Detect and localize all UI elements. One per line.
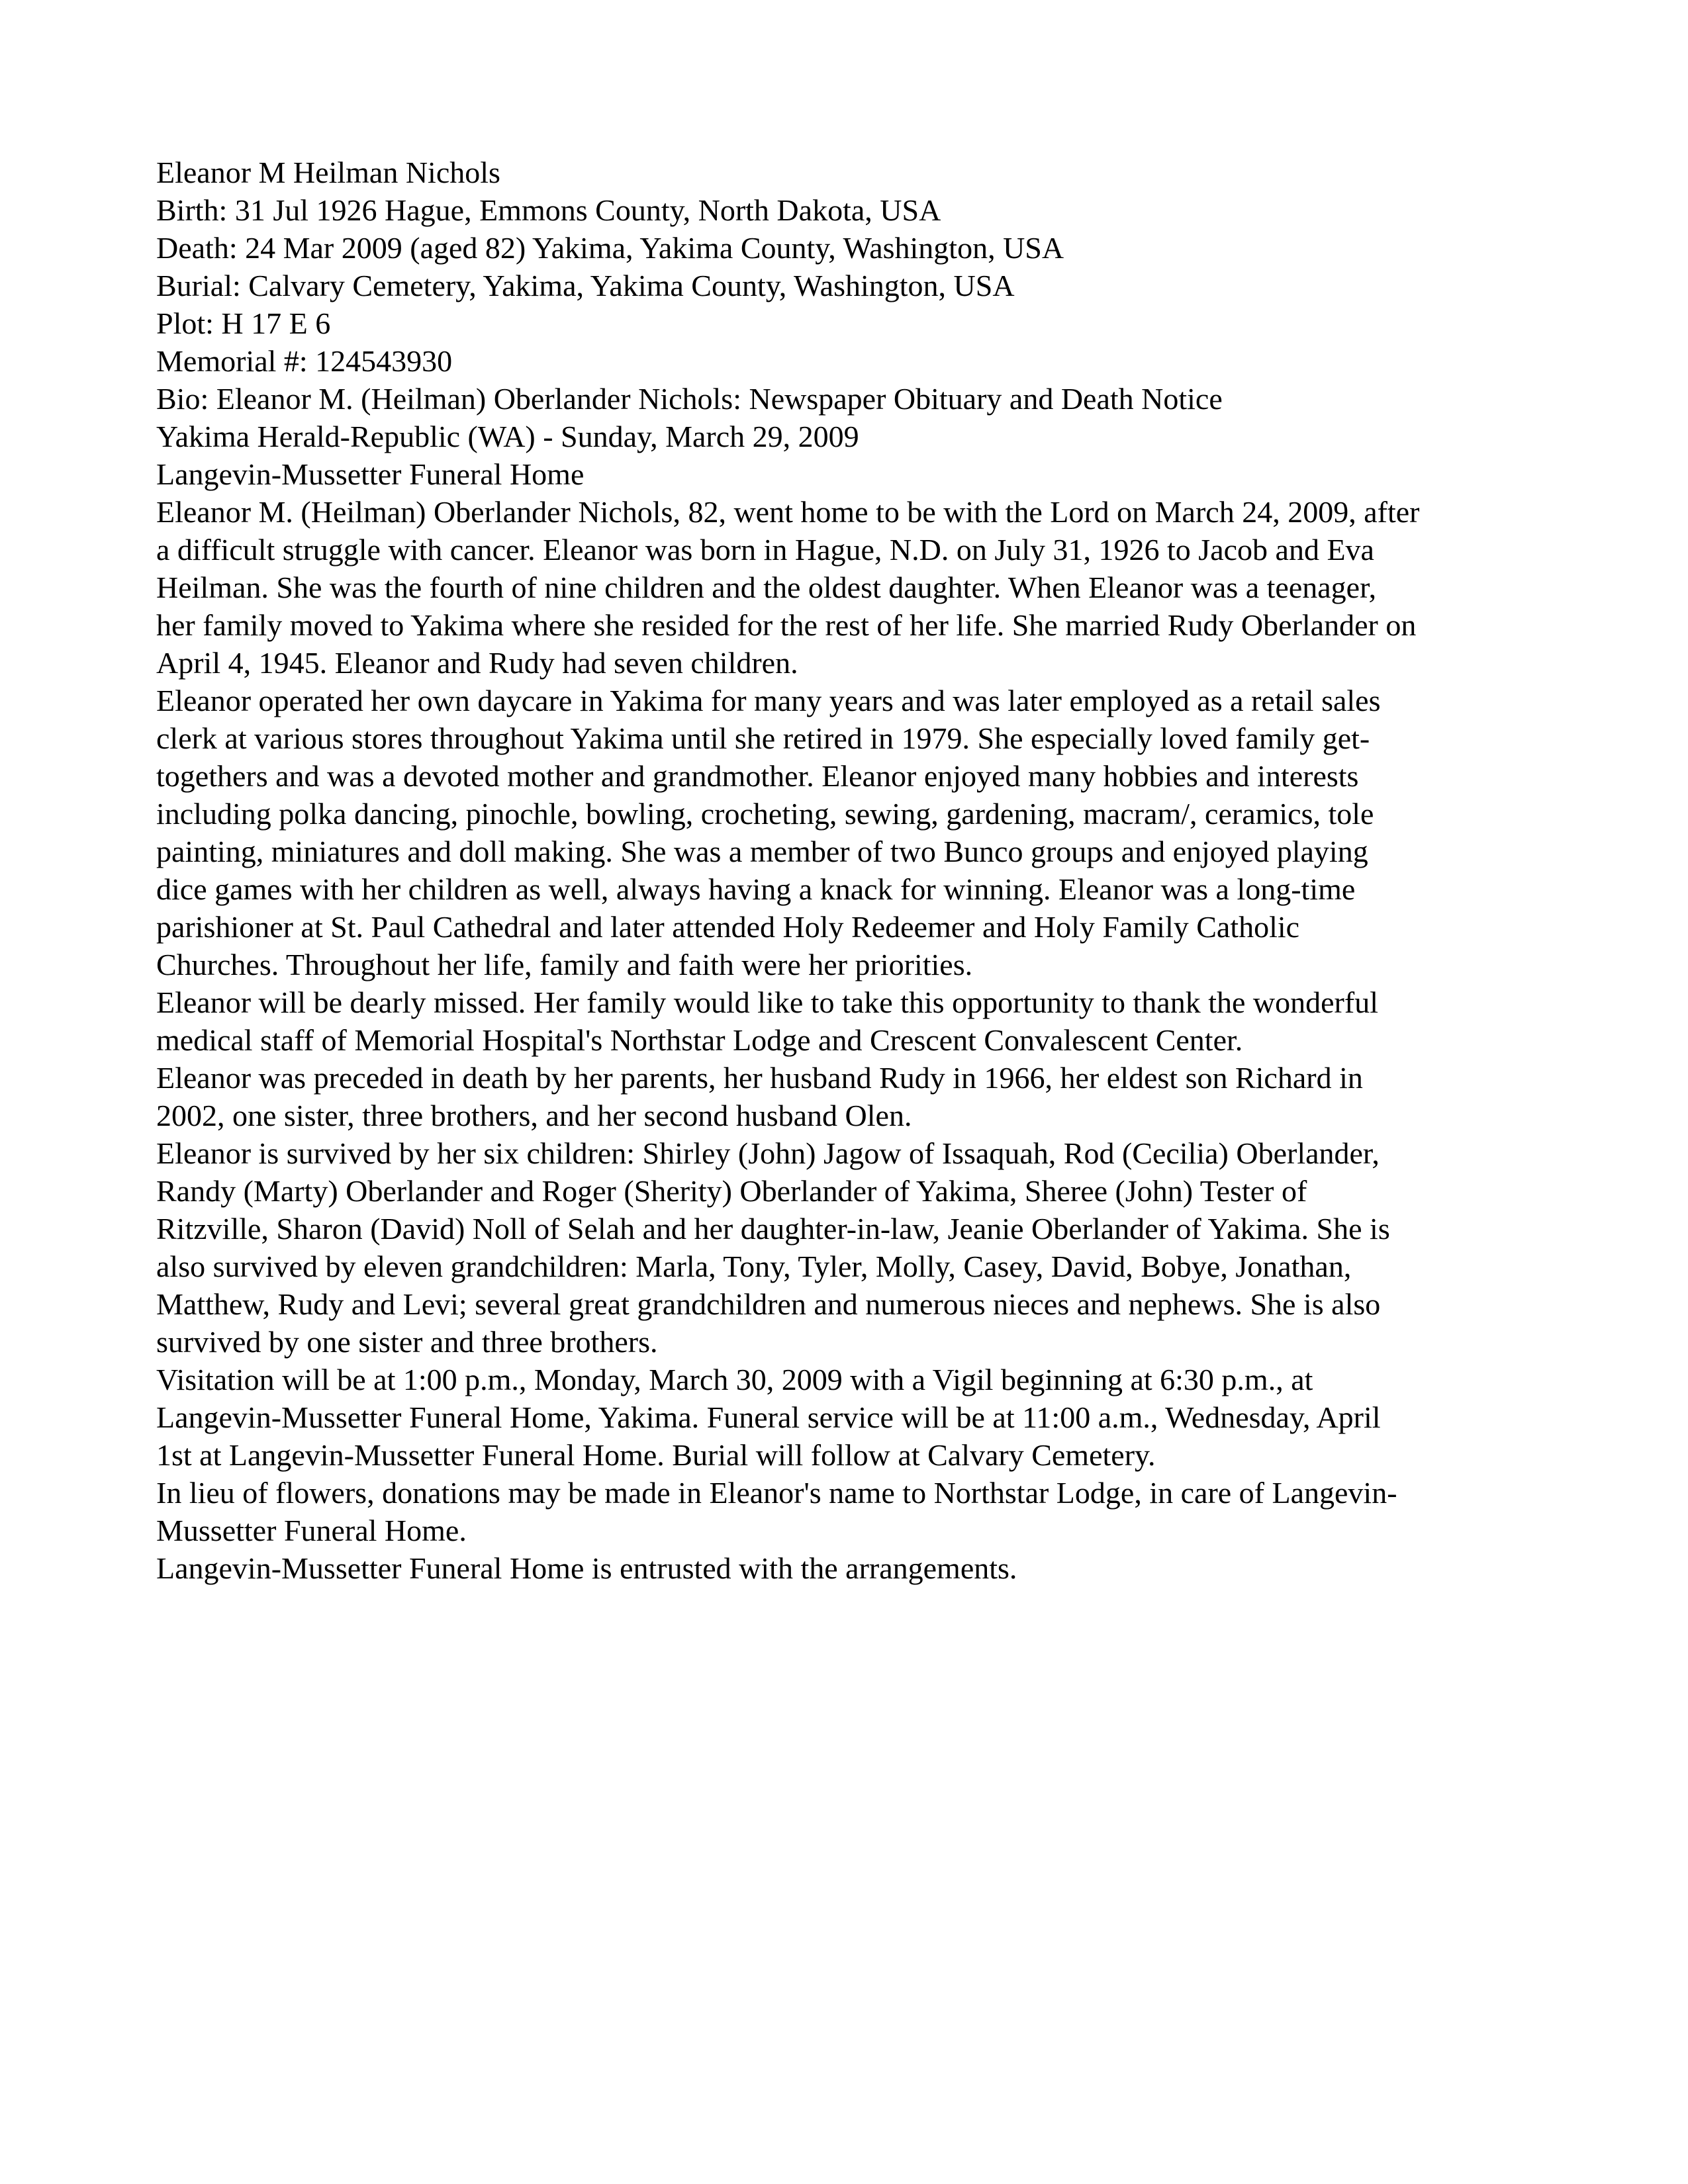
paragraph-line: Mussetter Funeral Home. xyxy=(156,1514,467,1547)
memorial-number-line: Memorial #: 124543930 xyxy=(156,344,453,378)
paragraph-line: Ritzville, Sharon (David) Noll of Selah and her daughter-in-law, Jeanie Oberlander of Yakima. She is xyxy=(156,1212,1390,1246)
obituary-paragraph xyxy=(156,493,1540,682)
obituary-body xyxy=(156,493,1540,1587)
paragraph-line: togethers and was a devoted mother and grandmother. Eleanor enjoyed many hobbies and interests xyxy=(156,759,1359,793)
paragraph-line: 2002, one sister, three brothers, and her second husband Olen. xyxy=(156,1099,912,1132)
paragraph-line: survived by one sister and three brothers. xyxy=(156,1325,658,1359)
paragraph-line: Langevin-Mussetter Funeral Home is entrusted with the arrangements. xyxy=(156,1551,1017,1585)
paragraph-line: also survived by eleven grandchildren: Marla, Tony, Tyler, Molly, Casey, David, Bobye, Jonathan, xyxy=(156,1250,1352,1283)
obituary-paragraph xyxy=(156,1134,1540,1361)
obituary-paragraph xyxy=(156,983,1540,1059)
paragraph-line: parishioner at St. Paul Cathedral and later attended Holy Redeemer and Holy Family Catholic xyxy=(156,910,1300,944)
paragraph-line: her family moved to Yakima where she resided for the rest of her life. She married Rudy Oberlander on xyxy=(156,608,1417,642)
memorial-header xyxy=(156,154,1540,418)
paragraph-line: Churches. Throughout her life, family and faith were her priorities. xyxy=(156,948,973,981)
obituary-paragraph xyxy=(156,1549,1540,1587)
obituary-paragraph xyxy=(156,682,1540,983)
paragraph-line: Visitation will be at 1:00 p.m., Monday, March 30, 2009 with a Vigil beginning at 6:30 p.m., at xyxy=(156,1363,1313,1396)
plot-line: Plot: H 17 E 6 xyxy=(156,306,331,340)
death-line: Death: 24 Mar 2009 (aged 82) Yakima, Yakima County, Washington, USA xyxy=(156,231,1064,265)
obituary-paragraph xyxy=(156,1361,1540,1474)
obituary-paragraph xyxy=(156,1059,1540,1134)
newspaper-source: Yakima Herald-Republic (WA) - Sunday, March 29, 2009 xyxy=(156,420,859,453)
paragraph-line: April 4, 1945. Eleanor and Rudy had seven children. xyxy=(156,646,798,680)
paragraph-line: dice games with her children as well, always having a knack for winning. Eleanor was a long-time xyxy=(156,872,1356,906)
paragraph-line: 1st at Langevin-Mussetter Funeral Home. Burial will follow at Calvary Cemetery. xyxy=(156,1438,1156,1472)
paragraph-line: Heilman. She was the fourth of nine children and the oldest daughter. When Eleanor was a teenager, xyxy=(156,570,1377,604)
paragraph-line: Eleanor was preceded in death by her parents, her husband Rudy in 1966, her eldest son Richard in xyxy=(156,1061,1363,1095)
paragraph-line: Eleanor is survived by her six children: Shirley (John) Jagow of Issaquah, Rod (Cecilia) Oberlander, xyxy=(156,1136,1380,1170)
bio-line: Bio: Eleanor M. (Heilman) Oberlander Nichols: Newspaper Obituary and Death Notice xyxy=(156,382,1223,416)
birth-line: Birth: 31 Jul 1926 Hague, Emmons County, North Dakota, USA xyxy=(156,193,941,227)
paragraph-line: medical staff of Memorial Hospital's Northstar Lodge and Crescent Convalescent Center. xyxy=(156,1023,1243,1057)
paragraph-line: painting, miniatures and doll making. She was a member of two Bunco groups and enjoyed playing xyxy=(156,835,1368,868)
paragraph-line: Eleanor will be dearly missed. Her family would like to take this opportunity to thank the wonderful xyxy=(156,985,1378,1019)
paragraph-line: Eleanor M. (Heilman) Oberlander Nichols, 82, went home to be with the Lord on March 24, 2009, after xyxy=(156,495,1420,529)
obituary-paragraph xyxy=(156,1474,1540,1549)
person-name: Eleanor M Heilman Nichols xyxy=(156,156,500,189)
funeral-home-heading: Langevin-Mussetter Funeral Home xyxy=(156,457,585,491)
paragraph-line: Eleanor operated her own daycare in Yakima for many years and was later employed as a retail sales xyxy=(156,684,1381,717)
paragraph-line: clerk at various stores throughout Yakima until she retired in 1979. She especially loved family get- xyxy=(156,721,1370,755)
paragraph-line: Matthew, Rudy and Levi; several great grandchildren and numerous nieces and nephews. She is also xyxy=(156,1287,1381,1321)
paragraph-line: including polka dancing, pinochle, bowling, crocheting, sewing, gardening, macram/, ceramics, tole xyxy=(156,797,1374,831)
document-page xyxy=(156,154,1540,1587)
paragraph-line: Langevin-Mussetter Funeral Home, Yakima. Funeral service will be at 11:00 a.m., Wednesday, April xyxy=(156,1400,1381,1434)
burial-line: Burial: Calvary Cemetery, Yakima, Yakima County, Washington, USA xyxy=(156,269,1015,302)
paragraph-line: a difficult struggle with cancer. Eleanor was born in Hague, N.D. on July 31, 1926 to Jacob and Eva xyxy=(156,533,1374,567)
paragraph-line: Randy (Marty) Oberlander and Roger (Sherity) Oberlander of Yakima, Sheree (John) Tester of xyxy=(156,1174,1307,1208)
paragraph-line: In lieu of flowers, donations may be made in Eleanor's name to Northstar Lodge, in care of Langevin- xyxy=(156,1476,1397,1510)
